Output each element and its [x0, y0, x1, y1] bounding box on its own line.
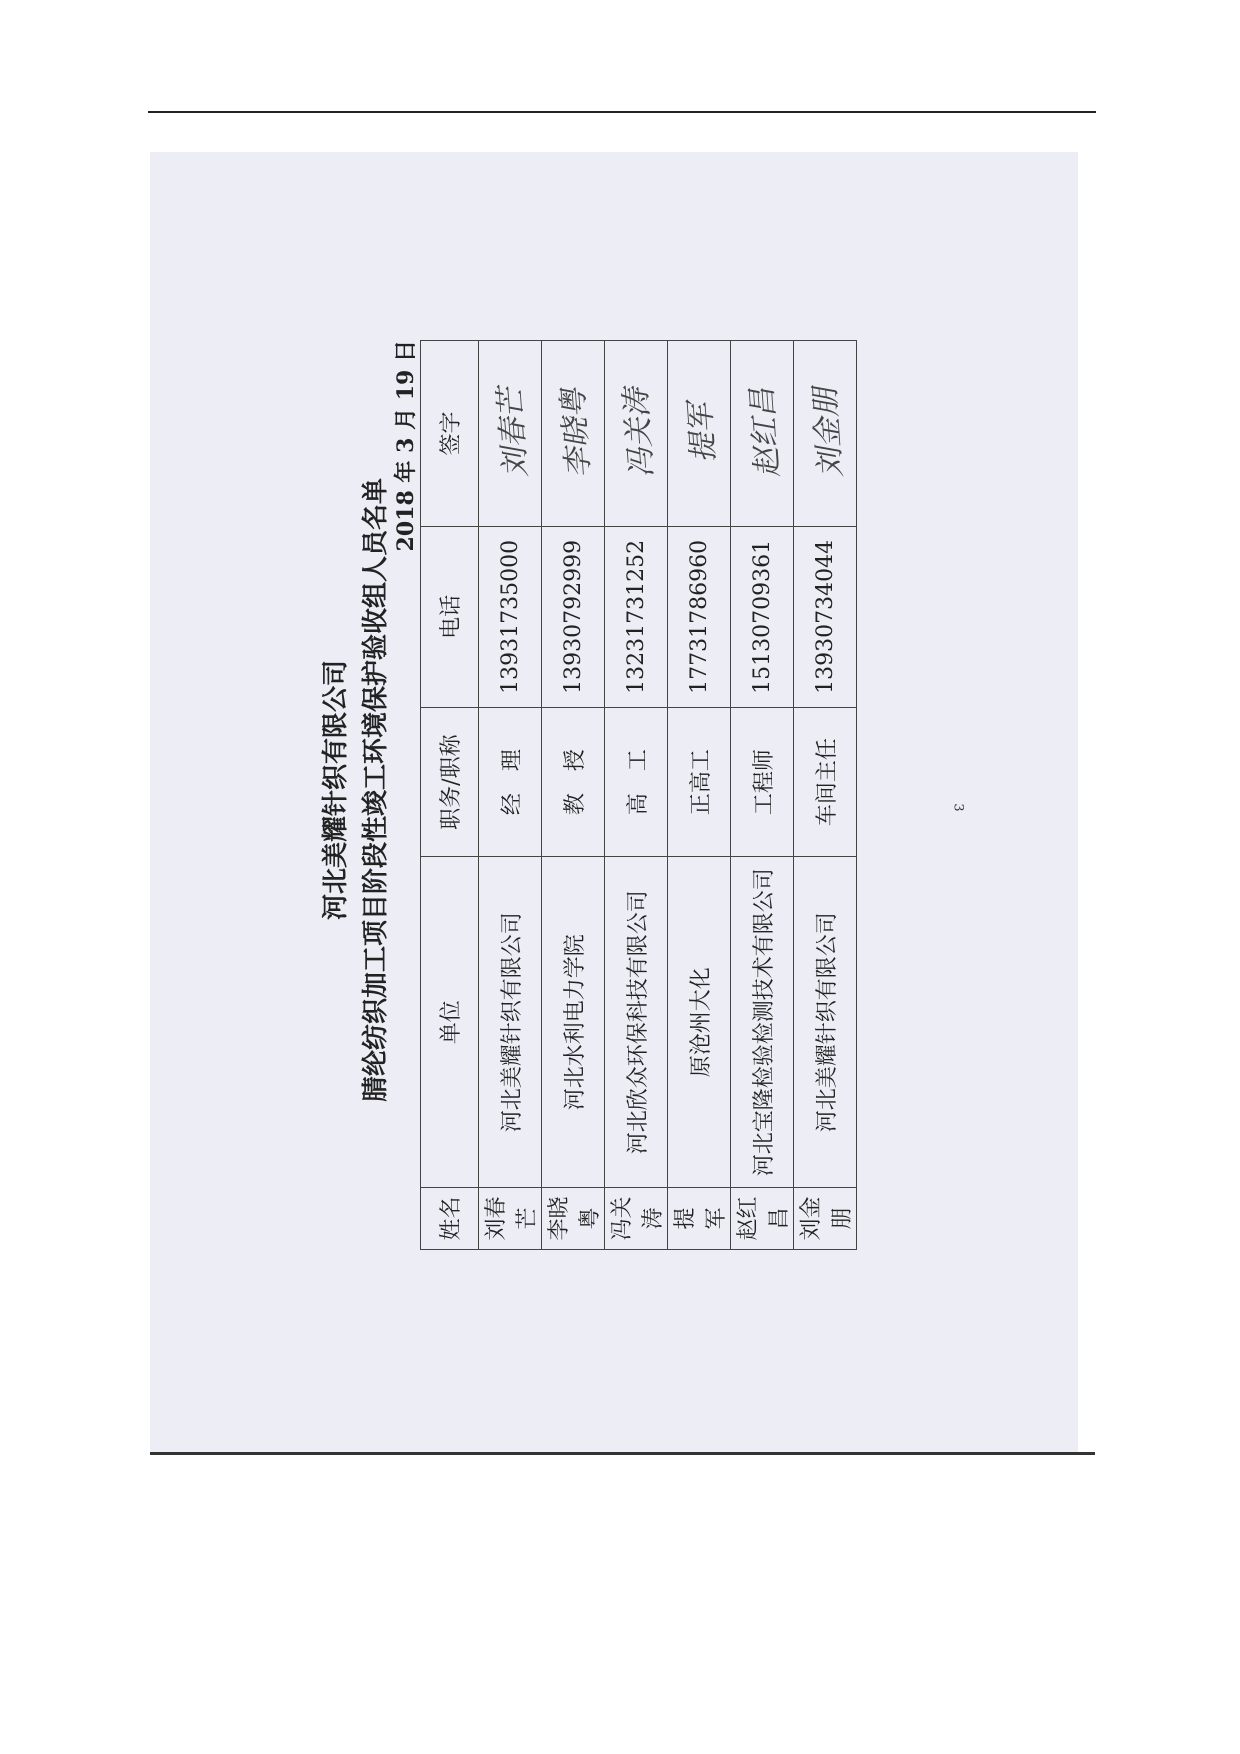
rotated-document [265, 230, 885, 1350]
table-header-row [421, 341, 479, 1250]
cell-signature [605, 341, 668, 527]
cell-phone: 13930734044 [794, 526, 857, 707]
cell-phone: 17731786960 [668, 526, 731, 707]
handwritten-signature: 提军 [682, 402, 723, 465]
table-row [794, 341, 857, 1250]
header-rule [148, 111, 1096, 113]
table-row [605, 341, 668, 1250]
cell-unit: 原沧州大化 [668, 857, 731, 1188]
handwritten-signature: 李晓粤 [555, 387, 598, 480]
cell-unit: 河北欣众环保科技有限公司 [605, 857, 668, 1188]
handwritten-signature: 冯关涛 [618, 387, 661, 480]
cell-phone: 13930792999 [542, 526, 605, 707]
table-row [731, 341, 794, 1250]
document-title: 腈纶纺织加工项目阶段性竣工环境保护验收组人员名单 [361, 478, 391, 1103]
cell-name: 提 军 [668, 1188, 731, 1250]
header-signature: 签字 [421, 341, 479, 527]
cell-signature [542, 341, 605, 527]
cell-signature [668, 341, 731, 527]
cell-position: 车间主任 [794, 707, 857, 857]
handwritten-signature: 刘春芒 [492, 387, 535, 480]
cell-phone: 15130709361 [731, 526, 794, 707]
document-date: 2018 年 3 月 19 日 [393, 340, 419, 552]
header-unit: 单位 [421, 857, 479, 1188]
cell-position: 工程师 [731, 707, 794, 857]
cell-name: 刘金朋 [794, 1188, 857, 1250]
page-number: 3 [950, 803, 966, 812]
cell-unit: 河北水利电力学院 [542, 857, 605, 1188]
cell-unit: 河北美耀针织有限公司 [794, 857, 857, 1188]
cell-signature [731, 341, 794, 527]
cell-phone: 13231731252 [605, 526, 668, 707]
company-name: 河北美耀针织有限公司 [321, 660, 351, 921]
table-row [542, 341, 605, 1250]
personnel-table [420, 340, 857, 1250]
cell-position: 经 理 [479, 707, 542, 857]
handwritten-signature: 刘金朋 [807, 387, 850, 480]
cell-position: 教 授 [542, 707, 605, 857]
cell-name: 冯关涛 [605, 1188, 668, 1250]
cell-name: 赵红昌 [731, 1188, 794, 1250]
cell-unit: 河北宝隆检验检测技术有限公司 [731, 857, 794, 1188]
header-position: 职务/职称 [421, 707, 479, 857]
handwritten-signature: 赵红昌 [744, 387, 787, 480]
header-phone: 电话 [421, 526, 479, 707]
scan-edge [150, 1452, 1095, 1455]
table-row [479, 341, 542, 1250]
table-row [668, 341, 731, 1250]
cell-phone: 13931735000 [479, 526, 542, 707]
cell-position: 高 工 [605, 707, 668, 857]
cell-name: 李晓粤 [542, 1188, 605, 1250]
cell-unit: 河北美耀针织有限公司 [479, 857, 542, 1188]
cell-position: 正高工 [668, 707, 731, 857]
cell-signature [794, 341, 857, 527]
header-name: 姓名 [421, 1188, 479, 1250]
cell-name: 刘春芒 [479, 1188, 542, 1250]
cell-signature [479, 341, 542, 527]
